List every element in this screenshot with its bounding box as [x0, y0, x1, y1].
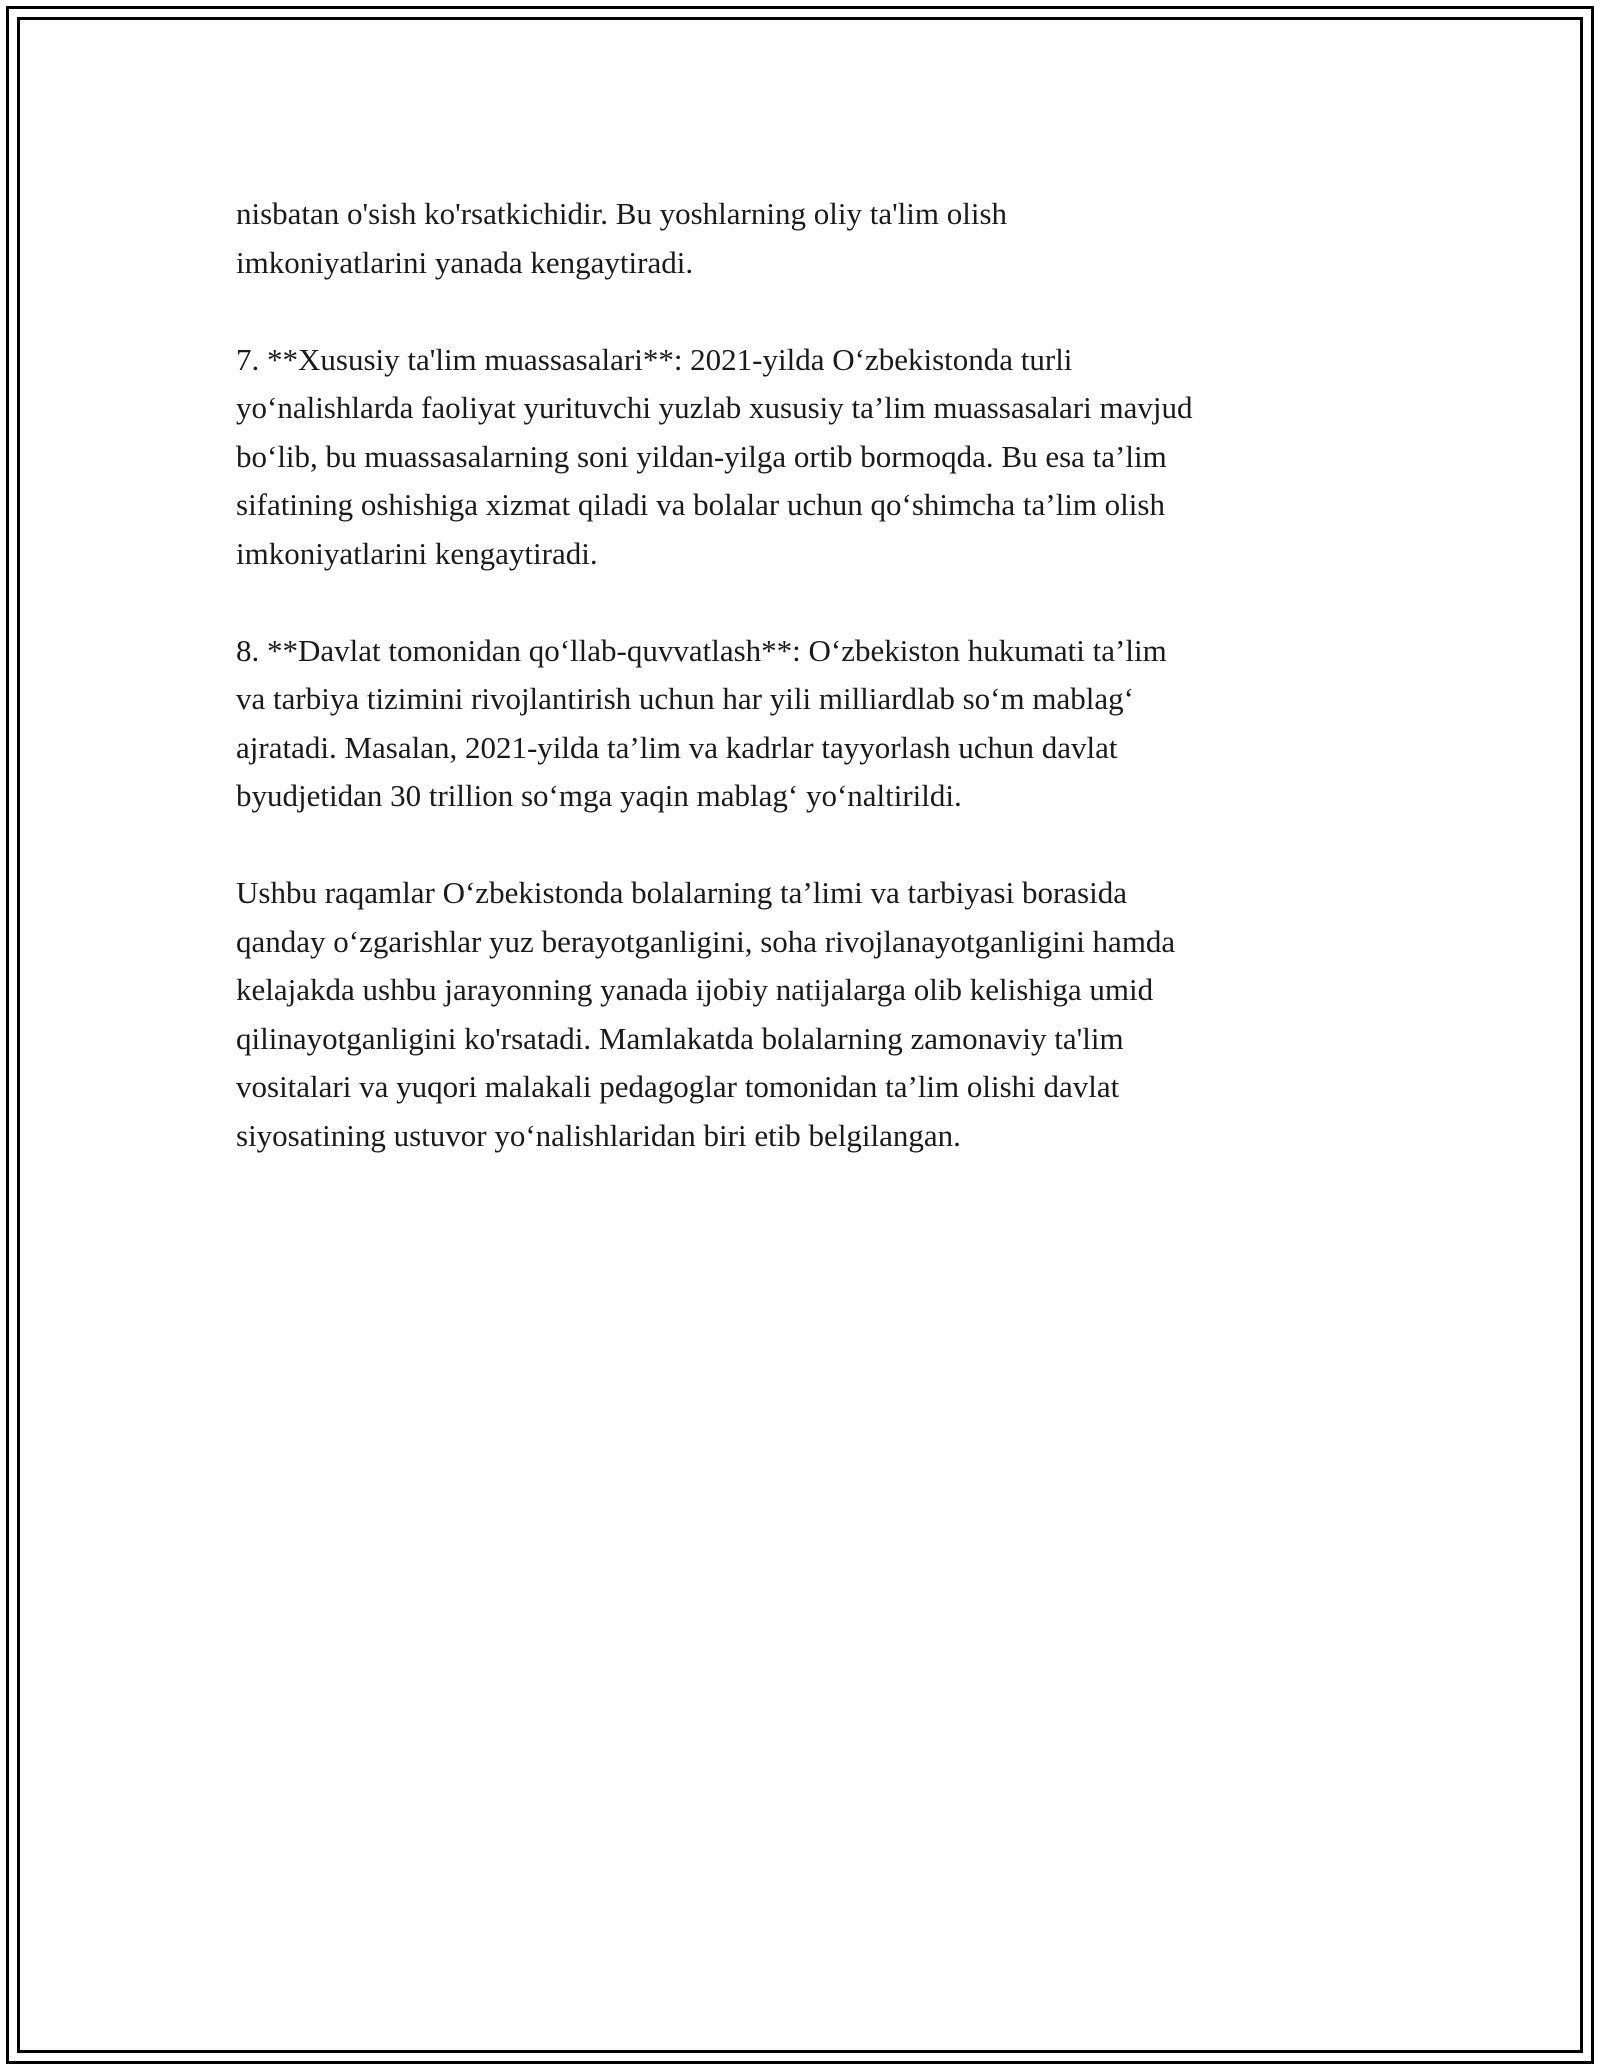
- paragraph-intro-continuation: [236, 190, 1376, 287]
- document-body: [236, 190, 1376, 1209]
- text-line: qanday o‘zgarishlar yuz berayotganligini, soha rivojlanayotganligini hamda: [236, 923, 1176, 959]
- text-line: 8. **Davlat tomonidan qo‘llab-quvvatlash**: O‘zbekiston hukumati ta’lim: [236, 632, 1167, 668]
- text-line: Ushbu raqamlar O‘zbekistonda bolalarning ta’limi va tarbiyasi borasida: [236, 875, 1127, 910]
- text-line: 7. **Xususiy ta'lim muassasalari**: 2021-yilda O‘zbekistonda turli: [236, 341, 1073, 377]
- paragraph-conclusion: [236, 869, 1376, 1160]
- text-line: qilinayotganligini ko'rsatadi. Mamlakatda bolalarning zamonaviy ta'lim: [236, 1020, 1124, 1056]
- text-line: siyosatining ustuvor yo‘nalishlaridan biri etib belgilangan.: [236, 1117, 961, 1153]
- paragraph-item-7: [236, 336, 1376, 579]
- text-line: kelajakda ushbu jarayonning yanada ijobiy natijalarga olib kelishiga umid: [236, 972, 1154, 1007]
- text-line: nisbatan o'sish ko'rsatkichidir. Bu yoshlarning oliy ta'lim olish: [236, 196, 1008, 231]
- text-line: bo‘lib, bu muassasalarning soni yildan-yilga ortib bormoqda. Bu esa ta’lim: [236, 438, 1167, 474]
- text-line: ajratadi. Masalan, 2021-yilda ta’lim va kadrlar tayyorlash uchun davlat: [236, 729, 1118, 765]
- text-line: yo‘nalishlarda faoliyat yurituvchi yuzlab xususiy ta’lim muassasalari mavjud: [236, 390, 1193, 425]
- text-line: va tarbiya tizimini rivojlantirish uchun har yili milliardlab so‘m mablag‘: [236, 681, 1134, 716]
- text-line: byudjetidan 30 trillion so‘mga yaqin mablag‘ yo‘naltirildi.: [236, 778, 962, 813]
- paragraph-item-8: [236, 627, 1376, 821]
- text-line: vositalari va yuqori malakali pedagoglar tomonidan ta’lim olishi davlat: [236, 1069, 1120, 1104]
- text-line: imkoniyatlarini kengaytiradi.: [236, 535, 598, 571]
- text-line: imkoniyatlarini yanada kengaytiradi.: [236, 244, 694, 280]
- text-line: sifatining oshishiga xizmat qiladi va bolalar uchun qo‘shimcha ta’lim olish: [236, 487, 1165, 522]
